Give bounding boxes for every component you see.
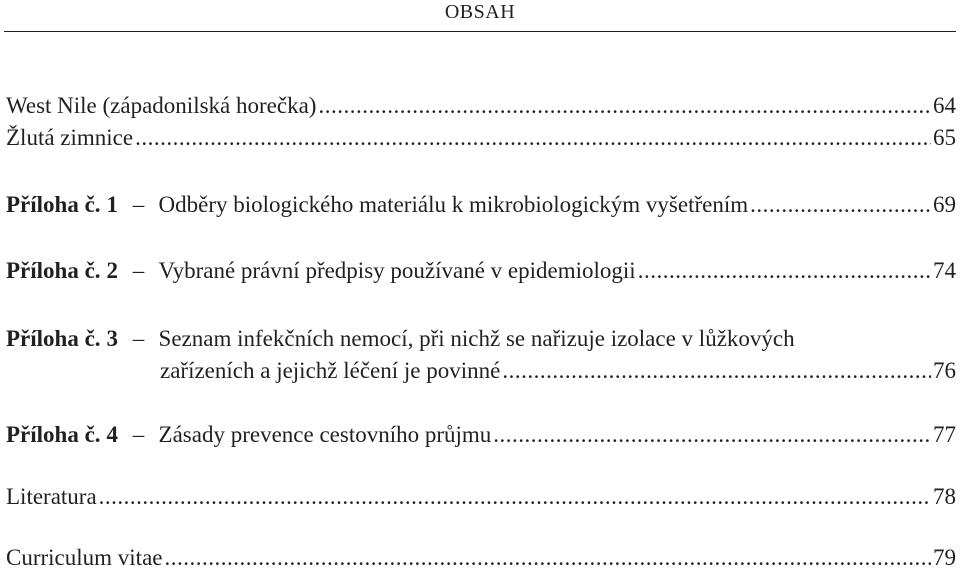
toc-entry-priloha-2[interactable] bbox=[6, 256, 956, 286]
toc-entry-page: 76 bbox=[933, 358, 956, 383]
toc-entry-title-continued: zařízeních a jejichž léčení je povinné bbox=[160, 358, 501, 383]
toc-leader-dots bbox=[502, 356, 931, 386]
toc-entry-priloha-3[interactable] bbox=[6, 324, 956, 354]
toc-leader-dots bbox=[638, 256, 931, 286]
toc-entry-literatura[interactable] bbox=[6, 482, 956, 512]
toc-entry-west-nile[interactable] bbox=[6, 91, 956, 121]
toc-appendix-label: Příloha č. bbox=[6, 192, 101, 217]
header-divider bbox=[4, 31, 956, 32]
toc-entry-title: Zásady prevence cestovního průjmu bbox=[158, 422, 492, 447]
toc-entry-title: Literatura bbox=[6, 484, 97, 509]
toc-leader-dots bbox=[318, 91, 931, 121]
toc-entry-page: 79 bbox=[933, 545, 956, 570]
toc-leader-dots bbox=[165, 543, 932, 573]
toc-entry-page: 77 bbox=[933, 422, 956, 447]
toc-appendix-number: 3 bbox=[106, 326, 119, 351]
toc-entry-title: West Nile (západonilská horečka) bbox=[6, 93, 317, 118]
toc-entry-title: Žlutá zimnice bbox=[6, 125, 134, 150]
toc-entry-title: Curriculum vitae bbox=[6, 545, 163, 570]
toc-entry-title: Odběry biologického materiálu k mikrobiologickým vyšetřením bbox=[158, 192, 749, 217]
toc-appendix-label: Příloha č. bbox=[6, 258, 101, 283]
toc-entry-page: 65 bbox=[933, 125, 956, 150]
toc-entry-zluta-zimnice[interactable] bbox=[6, 123, 956, 153]
toc-entry-priloha-4[interactable] bbox=[6, 420, 956, 450]
toc-appendix-number: 1 bbox=[106, 192, 119, 217]
toc-dash: – bbox=[132, 192, 145, 217]
toc-leader-dots bbox=[135, 123, 931, 153]
toc-entry-curriculum-vitae[interactable] bbox=[6, 543, 956, 573]
toc-entry-priloha-1[interactable] bbox=[6, 190, 956, 220]
toc-dash: – bbox=[132, 258, 145, 283]
toc-entry-page: 69 bbox=[933, 192, 956, 217]
toc-appendix-number: 4 bbox=[106, 422, 119, 447]
toc-entry-page: 78 bbox=[933, 484, 956, 509]
page-header-title: OBSAH bbox=[444, 1, 516, 23]
toc-appendix-label: Příloha č. bbox=[6, 422, 101, 447]
toc-leader-dots bbox=[750, 190, 931, 220]
toc-leader-dots bbox=[493, 420, 931, 450]
toc-entry-title: Seznam infekčních nemocí, při nichž se nařizuje izolace v lůžkových bbox=[158, 326, 795, 351]
toc-appendix-label: Příloha č. bbox=[6, 326, 101, 351]
toc-entry-priloha-3-continuation[interactable] bbox=[160, 356, 956, 386]
toc-entry-page: 64 bbox=[933, 93, 956, 118]
toc-entry-title: Vybrané právní předpisy používané v epidemiologii bbox=[158, 258, 636, 283]
toc-dash: – bbox=[132, 326, 145, 351]
toc-appendix-number: 2 bbox=[106, 258, 119, 283]
toc-leader-dots bbox=[99, 482, 931, 512]
toc-dash: – bbox=[132, 422, 145, 447]
toc-entry-page: 74 bbox=[933, 258, 956, 283]
